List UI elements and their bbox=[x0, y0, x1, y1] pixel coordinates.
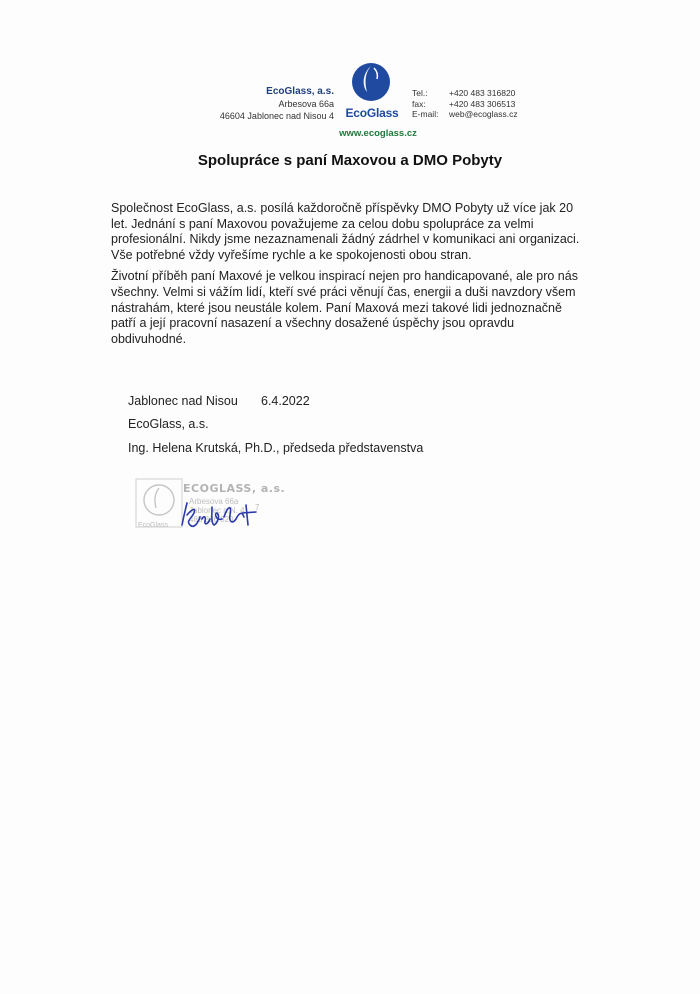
closing-place: Jablonec nad Nisou bbox=[128, 394, 238, 408]
contact-row-fax bbox=[412, 99, 518, 110]
contact-label: E-mail: bbox=[412, 109, 439, 119]
paragraph-1 bbox=[111, 201, 601, 263]
closing-date: 6.4.2022 bbox=[261, 394, 310, 408]
stamp-address-line: Arbesova 66a bbox=[189, 497, 239, 506]
document-title: Spolupráce s paní Maxovou a DMO Pobyty bbox=[197, 152, 503, 169]
closing-signatory: Ing. Helena Krutská, Ph.D., předseda představenstva bbox=[128, 441, 424, 455]
letterhead-address bbox=[196, 86, 334, 122]
contact-row-email bbox=[412, 109, 518, 120]
text-line: obdivuhodné. bbox=[111, 331, 187, 346]
letterhead-street: Arbesova 66a bbox=[278, 99, 334, 109]
text-line: let. Jednání s paní Maxovou považujeme za celou dobu spolupráce za velmi bbox=[111, 216, 534, 231]
contact-label: fax: bbox=[412, 98, 426, 109]
letterhead-city: 46604 Jablonec nad Nisou 4 bbox=[219, 111, 334, 121]
stamp-address-line: 483 316 820 bbox=[189, 515, 234, 524]
contact-row-phone bbox=[412, 88, 518, 99]
logo-brand-text: EcoGlass bbox=[345, 106, 399, 120]
letter-body bbox=[111, 201, 601, 353]
text-line: všechny. Velmi si vážím lidí, kteří své práci věnují čas, energii a duši navzdory všem bbox=[111, 284, 576, 299]
text-line: profesionální. Nikdy jsme nezaznamenali žádný zádrhel v komunikaci ani organizaci. bbox=[111, 232, 580, 247]
text-line: Vše potřebné vždy vyřešíme rychle a ke spokojenosti obou stran. bbox=[111, 247, 472, 262]
contact-value: +420 483 316820 bbox=[449, 88, 516, 98]
letterhead-website: www.ecoglass.cz bbox=[339, 128, 417, 139]
handwritten-signature bbox=[176, 495, 281, 535]
contact-value: web@ecoglass.cz bbox=[449, 109, 518, 119]
letterhead-contacts bbox=[412, 88, 518, 120]
contact-value: +420 483 306513 bbox=[449, 98, 516, 109]
text-line: nástrahám, které jsou neustále kolem. Paní Maxová mezi takové lidi jednoznačně bbox=[111, 300, 562, 315]
text-line: Životní příběh paní Maxové je velkou inspirací nejen pro handicapované, ale pro nás bbox=[111, 269, 578, 284]
closing-organization: EcoGlass, a.s. bbox=[128, 417, 209, 431]
stamp-company-name: ECOGLASS, a.s. bbox=[183, 482, 286, 495]
stamp-number: 7 bbox=[255, 503, 260, 512]
contact-label: Tel.: bbox=[412, 88, 428, 98]
paragraph-2 bbox=[111, 269, 601, 347]
stamp-address-line: Jablonec n.N. 4 bbox=[189, 506, 245, 515]
text-line: patří a její pracovní nasazení a všechny dosažené úspěchy jsou opravdu bbox=[111, 316, 515, 331]
stamp-brand: EcoGlass bbox=[138, 522, 168, 529]
letterhead-company-name: EcoGlass, a.s. bbox=[266, 86, 334, 97]
text-line: Společnost EcoGlass, a.s. posílá každoročně příspěvky DMO Pobyty už více jak 20 bbox=[111, 201, 574, 215]
